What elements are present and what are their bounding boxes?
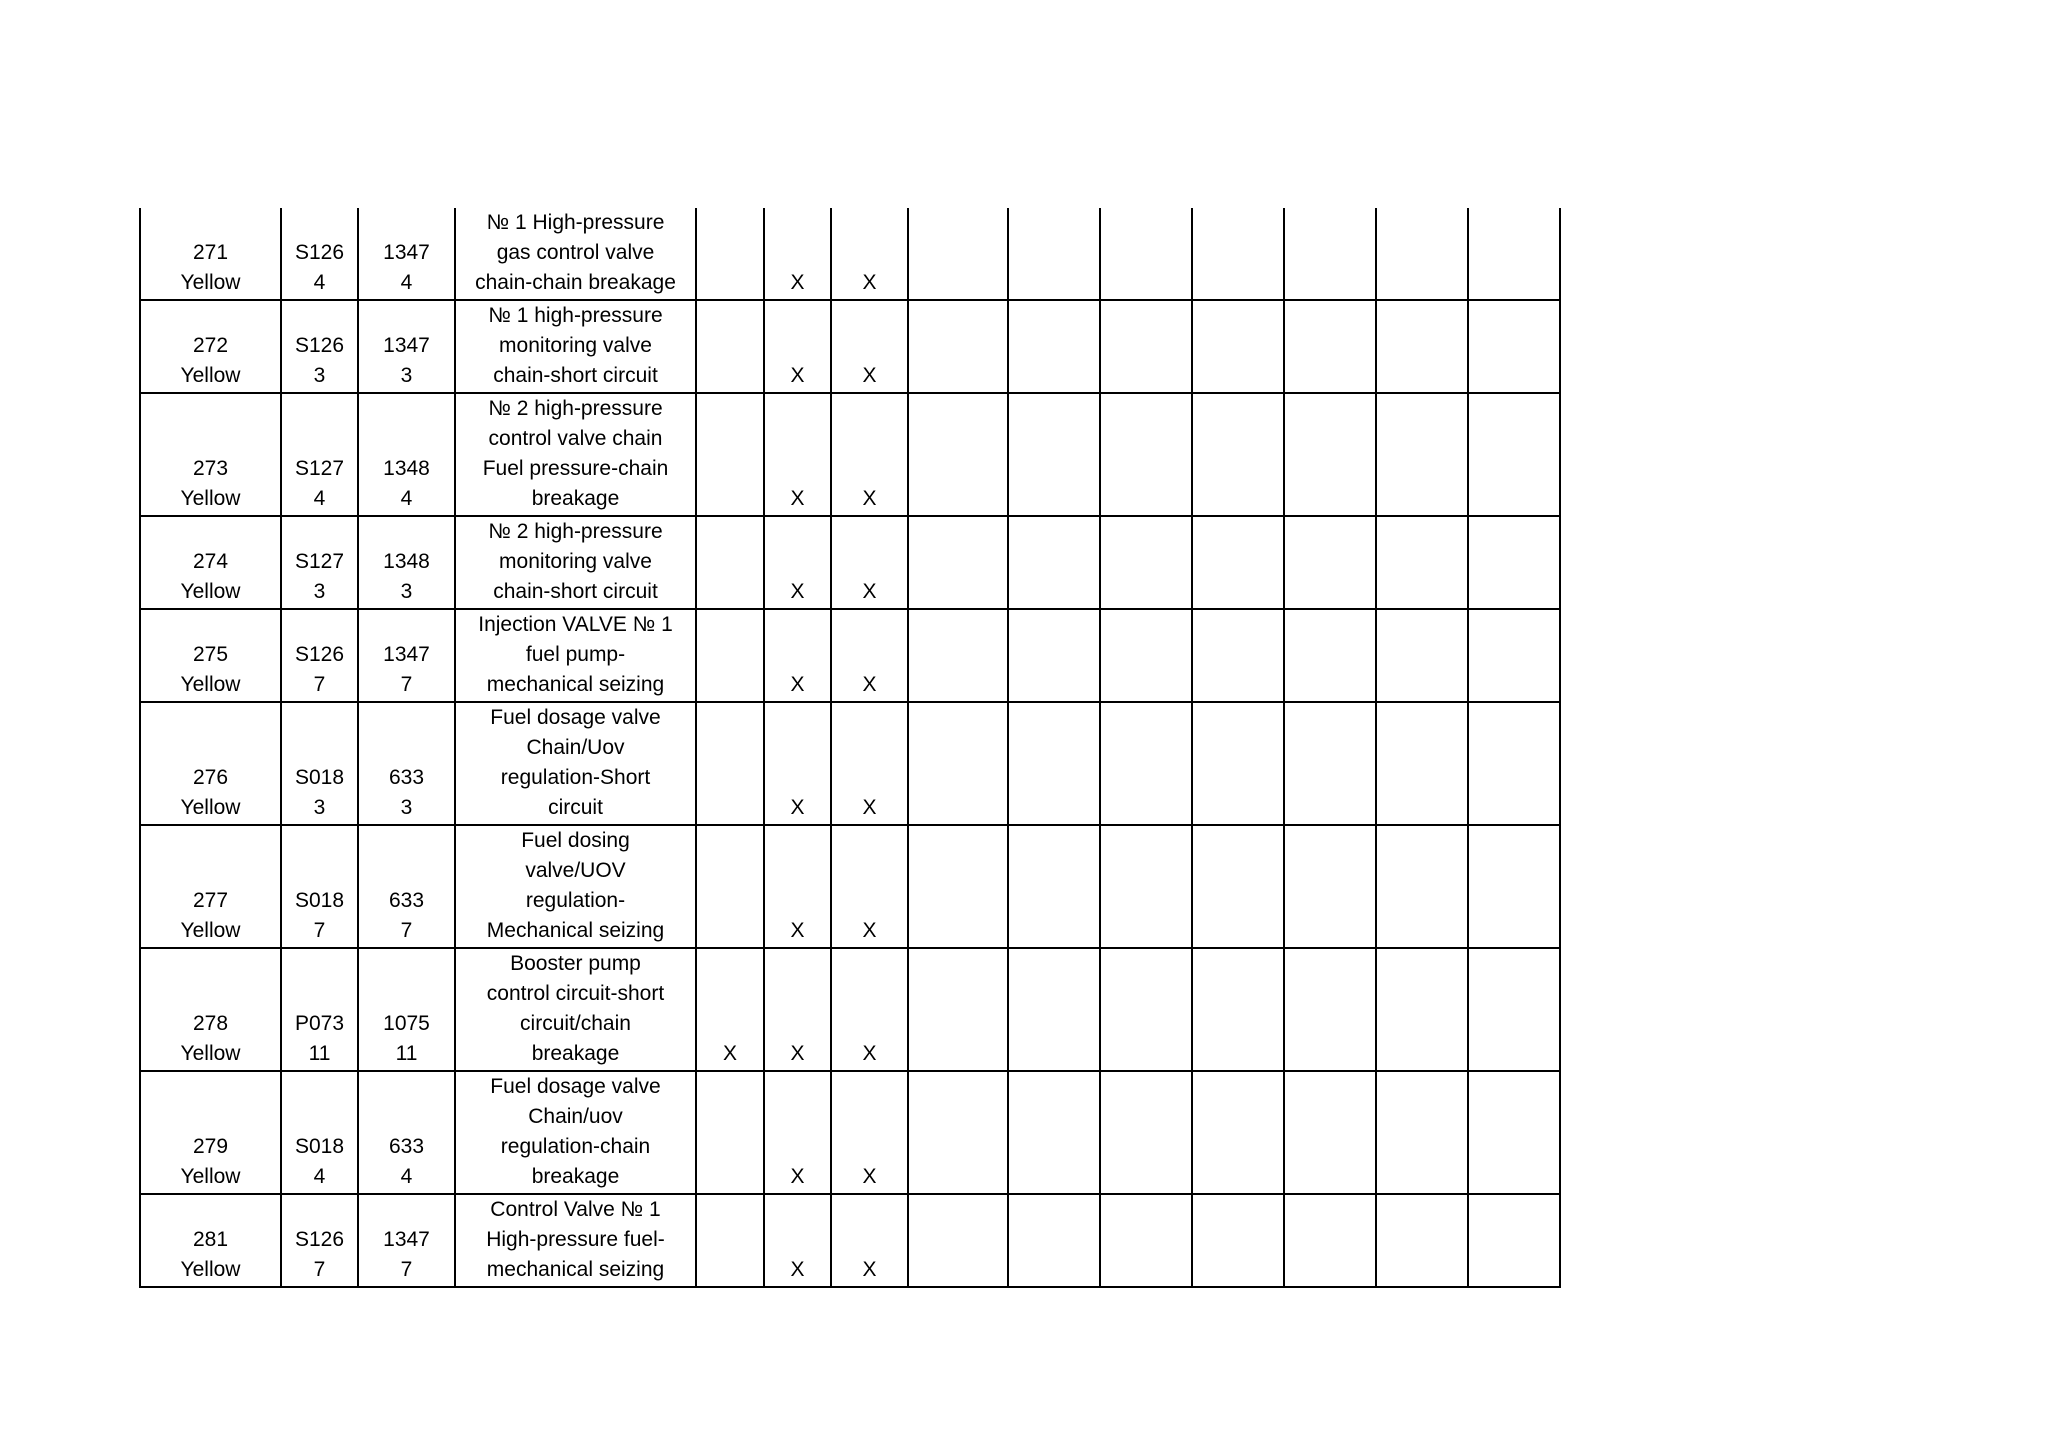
empty-cell bbox=[1008, 1071, 1100, 1194]
mark-cell bbox=[696, 1071, 764, 1194]
empty-cell bbox=[1468, 300, 1560, 393]
empty-cell bbox=[1100, 1071, 1192, 1194]
row-number-cell-line: 273 bbox=[192, 457, 229, 480]
mark-cell: X bbox=[764, 300, 831, 393]
code-a-cell bbox=[281, 702, 358, 825]
mark-cell: X bbox=[764, 702, 831, 825]
code-a-cell-line: 7 bbox=[313, 1258, 326, 1281]
empty-cell bbox=[1376, 393, 1468, 516]
row-number-cell-line: 275 bbox=[192, 643, 229, 666]
description-cell bbox=[455, 516, 696, 609]
code-b-cell-line: 1348 bbox=[383, 550, 430, 573]
row-number-cell-line: 271 bbox=[192, 241, 229, 264]
description-cell-line: breakage bbox=[531, 1165, 620, 1188]
code-b-cell-line: 11 bbox=[395, 1042, 418, 1065]
mark-cell: X bbox=[764, 208, 831, 300]
table-row bbox=[140, 702, 1560, 825]
code-a-cell-line: 3 bbox=[313, 796, 326, 819]
code-b-cell bbox=[358, 1071, 455, 1194]
empty-cell bbox=[1468, 208, 1560, 300]
empty-cell bbox=[1284, 208, 1376, 300]
row-number-cell-line: Yellow bbox=[180, 673, 241, 696]
empty-cell bbox=[1376, 1071, 1468, 1194]
code-b-cell-line: 4 bbox=[400, 271, 413, 294]
row-number-cell bbox=[140, 825, 281, 948]
mark-cell: X bbox=[831, 1071, 908, 1194]
code-a-cell-line: S126 bbox=[294, 1228, 345, 1251]
empty-cell bbox=[1192, 825, 1284, 948]
code-b-cell bbox=[358, 702, 455, 825]
code-a-cell-line: 4 bbox=[313, 487, 326, 510]
row-number-cell-line: 274 bbox=[192, 550, 229, 573]
empty-cell bbox=[1008, 208, 1100, 300]
empty-cell bbox=[1192, 948, 1284, 1071]
mark-cell: X bbox=[696, 948, 764, 1071]
row-number-cell-line: Yellow bbox=[180, 796, 241, 819]
row-number-cell-line: 278 bbox=[192, 1012, 229, 1035]
row-number-cell-line: Yellow bbox=[180, 1258, 241, 1281]
table-row bbox=[140, 393, 1560, 516]
table-body bbox=[140, 208, 1560, 1287]
description-cell-line: № 1 High-pressure bbox=[486, 211, 665, 234]
code-a-cell-line: 7 bbox=[313, 919, 326, 942]
code-a-cell-line: P073 bbox=[294, 1012, 345, 1035]
description-cell-line: Chain/uov bbox=[528, 1105, 623, 1128]
code-a-cell-line: S126 bbox=[294, 643, 345, 666]
description-cell-line: regulation-Short bbox=[500, 766, 651, 789]
mark-cell: X bbox=[764, 609, 831, 702]
code-b-cell bbox=[358, 948, 455, 1071]
mark-cell bbox=[696, 825, 764, 948]
row-number-cell bbox=[140, 1194, 281, 1287]
description-cell-line: control valve chain bbox=[488, 427, 663, 450]
code-b-cell-line: 1347 bbox=[383, 643, 430, 666]
code-a-cell-line: 7 bbox=[313, 673, 326, 696]
code-a-cell-line: 4 bbox=[313, 271, 326, 294]
description-cell bbox=[455, 1071, 696, 1194]
description-cell bbox=[455, 702, 696, 825]
empty-cell bbox=[908, 1194, 1008, 1287]
code-b-cell-line: 3 bbox=[400, 796, 413, 819]
row-number-cell bbox=[140, 609, 281, 702]
mark-cell bbox=[696, 208, 764, 300]
empty-cell bbox=[1192, 1071, 1284, 1194]
table-row bbox=[140, 609, 1560, 702]
description-cell-line: circuit/chain bbox=[520, 1012, 631, 1035]
description-cell-line: Fuel dosage valve bbox=[490, 1075, 661, 1098]
code-a-cell-line: 11 bbox=[308, 1042, 331, 1065]
empty-cell bbox=[908, 948, 1008, 1071]
empty-cell bbox=[1468, 825, 1560, 948]
empty-cell bbox=[1100, 208, 1192, 300]
row-number-cell-line: 276 bbox=[192, 766, 229, 789]
table-row bbox=[140, 208, 1560, 300]
empty-cell bbox=[1376, 208, 1468, 300]
description-cell-line: breakage bbox=[531, 487, 620, 510]
code-b-cell bbox=[358, 208, 455, 300]
empty-cell bbox=[1284, 393, 1376, 516]
code-b-cell bbox=[358, 1194, 455, 1287]
row-number-cell-line: 272 bbox=[192, 334, 229, 357]
description-cell bbox=[455, 948, 696, 1071]
description-cell bbox=[455, 1194, 696, 1287]
description-cell bbox=[455, 825, 696, 948]
row-number-cell bbox=[140, 393, 281, 516]
code-a-cell-line: S127 bbox=[294, 550, 345, 573]
empty-cell bbox=[1468, 1194, 1560, 1287]
empty-cell bbox=[1468, 609, 1560, 702]
empty-cell bbox=[1284, 825, 1376, 948]
empty-cell bbox=[1192, 208, 1284, 300]
row-number-cell bbox=[140, 516, 281, 609]
empty-cell bbox=[1008, 948, 1100, 1071]
empty-cell bbox=[908, 393, 1008, 516]
empty-cell bbox=[1008, 393, 1100, 516]
code-b-cell-line: 7 bbox=[400, 1258, 413, 1281]
empty-cell bbox=[1100, 948, 1192, 1071]
code-b-cell-line: 633 bbox=[388, 889, 425, 912]
empty-cell bbox=[1468, 1071, 1560, 1194]
description-cell bbox=[455, 300, 696, 393]
row-number-cell bbox=[140, 948, 281, 1071]
empty-cell bbox=[908, 825, 1008, 948]
code-a-cell-line: 4 bbox=[313, 1165, 326, 1188]
mark-cell: X bbox=[764, 1194, 831, 1287]
mark-cell: X bbox=[831, 1194, 908, 1287]
empty-cell bbox=[908, 300, 1008, 393]
code-a-cell-line: 3 bbox=[313, 580, 326, 603]
code-b-cell-line: 633 bbox=[388, 1135, 425, 1158]
empty-cell bbox=[1192, 516, 1284, 609]
table-row bbox=[140, 1194, 1560, 1287]
description-cell-line: Fuel pressure-chain bbox=[482, 457, 669, 480]
row-number-cell-line: Yellow bbox=[180, 919, 241, 942]
mark-cell: X bbox=[764, 1071, 831, 1194]
empty-cell bbox=[1284, 1071, 1376, 1194]
empty-cell bbox=[1100, 825, 1192, 948]
mark-cell bbox=[696, 1194, 764, 1287]
code-a-cell bbox=[281, 300, 358, 393]
description-cell-line: gas control valve bbox=[496, 241, 655, 264]
description-cell bbox=[455, 609, 696, 702]
description-cell-line: valve/UOV bbox=[525, 859, 626, 882]
code-a-cell-line: S018 bbox=[294, 766, 345, 789]
description-cell-line: Fuel dosing bbox=[521, 829, 630, 852]
empty-cell bbox=[1284, 516, 1376, 609]
empty-cell bbox=[1376, 516, 1468, 609]
empty-cell bbox=[1192, 609, 1284, 702]
empty-cell bbox=[1100, 609, 1192, 702]
code-b-cell-line: 3 bbox=[400, 580, 413, 603]
table-row bbox=[140, 516, 1560, 609]
table-row bbox=[140, 948, 1560, 1071]
code-b-cell-line: 7 bbox=[400, 673, 413, 696]
row-number-cell-line: Yellow bbox=[180, 580, 241, 603]
description-cell-line: Control Valve № 1 bbox=[490, 1198, 661, 1221]
mark-cell: X bbox=[831, 825, 908, 948]
description-cell-line: mechanical seizing bbox=[486, 1258, 665, 1281]
empty-cell bbox=[1100, 516, 1192, 609]
empty-cell bbox=[1284, 702, 1376, 825]
code-a-cell bbox=[281, 516, 358, 609]
code-b-cell-line: 4 bbox=[400, 1165, 413, 1188]
row-number-cell bbox=[140, 702, 281, 825]
description-cell bbox=[455, 393, 696, 516]
mark-cell: X bbox=[831, 948, 908, 1071]
code-b-cell bbox=[358, 825, 455, 948]
empty-cell bbox=[1376, 702, 1468, 825]
empty-cell bbox=[1100, 393, 1192, 516]
row-number-cell bbox=[140, 1071, 281, 1194]
code-b-cell-line: 7 bbox=[400, 919, 413, 942]
description-cell-line: monitoring valve bbox=[499, 550, 652, 573]
empty-cell bbox=[908, 516, 1008, 609]
mark-cell: X bbox=[831, 393, 908, 516]
description-cell-line: № 1 high-pressure bbox=[488, 304, 663, 327]
empty-cell bbox=[1008, 825, 1100, 948]
table-row bbox=[140, 1071, 1560, 1194]
code-b-cell-line: 1347 bbox=[383, 1228, 430, 1251]
description-cell-line: Fuel dosage valve bbox=[490, 706, 661, 729]
code-b-cell-line: 633 bbox=[388, 766, 425, 789]
mark-cell: X bbox=[831, 300, 908, 393]
empty-cell bbox=[1192, 300, 1284, 393]
code-a-cell bbox=[281, 948, 358, 1071]
description-cell-line: monitoring valve bbox=[499, 334, 652, 357]
code-b-cell-line: 1347 bbox=[383, 334, 430, 357]
empty-cell bbox=[1008, 516, 1100, 609]
description-cell-line: chain-chain breakage bbox=[475, 271, 676, 294]
description-cell-line: Mechanical seizing bbox=[486, 919, 665, 942]
empty-cell bbox=[1468, 948, 1560, 1071]
description-cell-line: Chain/Uov bbox=[526, 736, 625, 759]
empty-cell bbox=[1376, 825, 1468, 948]
code-b-cell-line: 4 bbox=[400, 487, 413, 510]
description-cell-line: mechanical seizing bbox=[486, 673, 665, 696]
row-number-cell-line: 277 bbox=[192, 889, 229, 912]
description-cell-line: № 2 high-pressure bbox=[488, 520, 663, 543]
table-row bbox=[140, 825, 1560, 948]
row-number-cell-line: 279 bbox=[192, 1135, 229, 1158]
code-a-cell bbox=[281, 1194, 358, 1287]
description-cell-line: control circuit-short bbox=[486, 982, 665, 1005]
row-number-cell bbox=[140, 208, 281, 300]
description-cell-line: № 2 high-pressure bbox=[488, 397, 663, 420]
empty-cell bbox=[1376, 948, 1468, 1071]
row-number-cell-line: Yellow bbox=[180, 1165, 241, 1188]
empty-cell bbox=[1100, 702, 1192, 825]
code-a-cell-line: S127 bbox=[294, 457, 345, 480]
code-a-cell-line: S126 bbox=[294, 334, 345, 357]
empty-cell bbox=[908, 1071, 1008, 1194]
description-cell-line: fuel pump- bbox=[525, 643, 626, 666]
code-b-cell bbox=[358, 300, 455, 393]
empty-cell bbox=[1192, 393, 1284, 516]
description-cell-line: chain-short circuit bbox=[493, 580, 658, 603]
code-a-cell bbox=[281, 1071, 358, 1194]
description-cell bbox=[455, 208, 696, 300]
code-a-cell bbox=[281, 393, 358, 516]
empty-cell bbox=[1100, 1194, 1192, 1287]
code-b-cell bbox=[358, 609, 455, 702]
description-cell-line: Injection VALVE № 1 bbox=[478, 613, 673, 636]
empty-cell bbox=[908, 702, 1008, 825]
table-row bbox=[140, 300, 1560, 393]
row-number-cell-line: 281 bbox=[192, 1228, 229, 1251]
row-number-cell bbox=[140, 300, 281, 393]
empty-cell bbox=[1376, 1194, 1468, 1287]
description-cell-line: circuit bbox=[548, 796, 603, 819]
mark-cell: X bbox=[831, 609, 908, 702]
code-a-cell bbox=[281, 208, 358, 300]
mark-cell: X bbox=[764, 948, 831, 1071]
empty-cell bbox=[1468, 393, 1560, 516]
empty-cell bbox=[1192, 702, 1284, 825]
code-a-cell-line: 3 bbox=[313, 364, 326, 387]
mark-cell bbox=[696, 609, 764, 702]
description-cell-line: regulation- bbox=[525, 889, 626, 912]
empty-cell bbox=[1284, 1194, 1376, 1287]
code-a-cell bbox=[281, 609, 358, 702]
code-b-cell-line: 3 bbox=[400, 364, 413, 387]
empty-cell bbox=[1008, 609, 1100, 702]
empty-cell bbox=[1468, 702, 1560, 825]
empty-cell bbox=[1468, 516, 1560, 609]
row-number-cell-line: Yellow bbox=[180, 364, 241, 387]
code-a-cell-line: S126 bbox=[294, 241, 345, 264]
row-number-cell-line: Yellow bbox=[180, 487, 241, 510]
mark-cell: X bbox=[764, 516, 831, 609]
empty-cell bbox=[1376, 300, 1468, 393]
mark-cell bbox=[696, 702, 764, 825]
empty-cell bbox=[1100, 300, 1192, 393]
row-number-cell-line: Yellow bbox=[180, 271, 241, 294]
empty-cell bbox=[908, 208, 1008, 300]
code-b-cell bbox=[358, 393, 455, 516]
description-cell-line: Booster pump bbox=[510, 952, 641, 975]
empty-cell bbox=[1284, 300, 1376, 393]
mark-cell: X bbox=[764, 393, 831, 516]
mark-cell: X bbox=[831, 208, 908, 300]
row-number-cell-line: Yellow bbox=[180, 1042, 241, 1065]
empty-cell bbox=[1008, 300, 1100, 393]
description-cell-line: regulation-chain bbox=[500, 1135, 651, 1158]
code-b-cell-line: 1348 bbox=[383, 457, 430, 480]
code-b-cell bbox=[358, 516, 455, 609]
empty-cell bbox=[1008, 702, 1100, 825]
empty-cell bbox=[1284, 948, 1376, 1071]
empty-cell bbox=[1376, 609, 1468, 702]
mark-cell: X bbox=[764, 825, 831, 948]
mark-cell: X bbox=[831, 702, 908, 825]
code-a-cell bbox=[281, 825, 358, 948]
mark-cell bbox=[696, 516, 764, 609]
empty-cell bbox=[1192, 1194, 1284, 1287]
empty-cell bbox=[1008, 1194, 1100, 1287]
code-a-cell-line: S018 bbox=[294, 889, 345, 912]
code-a-cell-line: S018 bbox=[294, 1135, 345, 1158]
fault-code-table bbox=[139, 208, 1561, 1288]
mark-cell bbox=[696, 300, 764, 393]
description-cell-line: breakage bbox=[531, 1042, 620, 1065]
mark-cell: X bbox=[831, 516, 908, 609]
description-cell-line: chain-short circuit bbox=[493, 364, 658, 387]
description-cell-line: High-pressure fuel- bbox=[486, 1228, 665, 1251]
empty-cell bbox=[908, 609, 1008, 702]
mark-cell bbox=[696, 393, 764, 516]
empty-cell bbox=[1284, 609, 1376, 702]
code-b-cell-line: 1075 bbox=[383, 1012, 430, 1035]
code-b-cell-line: 1347 bbox=[383, 241, 430, 264]
